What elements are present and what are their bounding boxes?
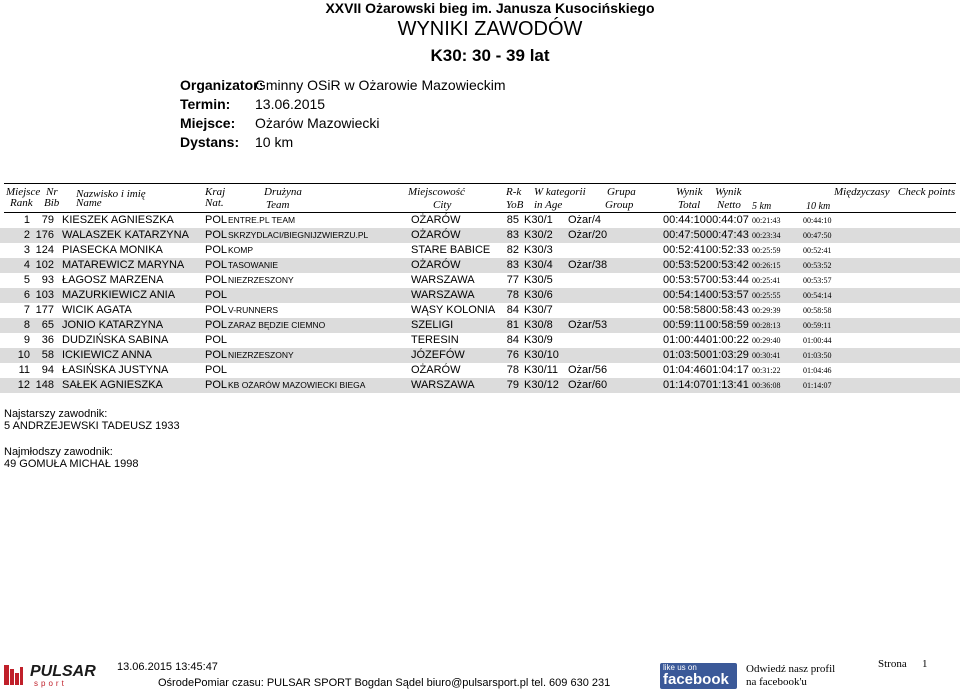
team-cell: KOMP bbox=[228, 245, 254, 255]
col-bib-en: Bib bbox=[44, 197, 60, 209]
name-cell: KIESZEK AGNIESZKA bbox=[62, 214, 174, 226]
col-total-en: Total bbox=[678, 199, 701, 211]
team-cell: KB OŻARÓW MAZOWIECKI BIEGA bbox=[228, 380, 366, 390]
distance-label: Dystans: bbox=[180, 134, 240, 150]
bib-cell: 103 bbox=[35, 289, 54, 301]
netto-time-cell: 00:47:43 bbox=[706, 229, 749, 241]
team-cell: SKRZYDLACI/BIEGNIJZWIERZU.PL bbox=[228, 230, 369, 240]
total-time-cell: 00:53:52 bbox=[663, 259, 706, 271]
city-cell: WARSZAWA bbox=[411, 379, 475, 391]
page-label: Strona bbox=[878, 658, 907, 670]
bib-cell: 148 bbox=[35, 379, 54, 391]
col-team-en: Team bbox=[266, 199, 290, 211]
bib-cell: 124 bbox=[35, 244, 54, 256]
nat-cell: POL bbox=[205, 289, 228, 301]
split-5km-cell: 00:36:08 bbox=[752, 381, 781, 390]
split-10km-cell: 00:44:10 bbox=[803, 216, 832, 225]
team-cell: NIEZRZESZONY bbox=[228, 350, 294, 360]
netto-time-cell: 00:52:33 bbox=[706, 244, 749, 256]
yob-cell: 76 bbox=[506, 349, 519, 361]
split-5km-cell: 00:26:15 bbox=[752, 261, 781, 270]
group-cell: Ożar/60 bbox=[568, 379, 608, 391]
col-checkpoints: Check points bbox=[898, 186, 956, 198]
city-cell: TERESIN bbox=[411, 334, 459, 346]
category-cell: K30/5 bbox=[524, 274, 553, 286]
split-5km-cell: 00:29:39 bbox=[752, 306, 781, 315]
organizer-label: Organizator: bbox=[180, 77, 264, 93]
print-timestamp: 13.06.2015 13:45:47 bbox=[117, 661, 218, 673]
category-cell: K30/8 bbox=[524, 319, 553, 331]
city-cell: WARSZAWA bbox=[411, 289, 475, 301]
col-bib-pl: Nr bbox=[46, 186, 58, 198]
col-rank-en: Rank bbox=[10, 197, 33, 209]
rank-cell: 7 bbox=[23, 304, 30, 316]
team-cell: ENTRE.PL TEAM bbox=[228, 215, 296, 225]
bib-cell: 58 bbox=[41, 349, 54, 361]
yob-cell: 81 bbox=[506, 319, 519, 331]
total-time-cell: 01:14:07 bbox=[663, 379, 706, 391]
category-cell: K30/4 bbox=[524, 259, 553, 271]
name-cell: MATAREWICZ MARYNA bbox=[62, 259, 185, 271]
name-cell: DUDZIŃSKA SABINA bbox=[62, 334, 169, 346]
netto-time-cell: 01:03:29 bbox=[706, 349, 749, 361]
nat-cell: POL bbox=[205, 229, 228, 241]
table-row bbox=[0, 258, 960, 273]
col-name-pl: Nazwisko i imię bbox=[76, 188, 146, 200]
yob-cell: 83 bbox=[506, 259, 519, 271]
col-name-en: Name bbox=[76, 197, 102, 209]
yob-cell: 82 bbox=[506, 244, 519, 256]
split-5km-cell: 00:28:13 bbox=[752, 321, 781, 330]
yob-cell: 78 bbox=[506, 364, 519, 376]
split-5km-cell: 00:25:55 bbox=[752, 291, 781, 300]
table-row bbox=[0, 273, 960, 288]
table-row bbox=[0, 363, 960, 378]
category-cell: K30/9 bbox=[524, 334, 553, 346]
netto-time-cell: 00:53:42 bbox=[706, 259, 749, 271]
total-time-cell: 00:58:58 bbox=[663, 304, 706, 316]
total-time-cell: 01:04:46 bbox=[663, 364, 706, 376]
rank-cell: 10 bbox=[17, 349, 30, 361]
yob-cell: 84 bbox=[506, 334, 519, 346]
total-time-cell: 01:03:50 bbox=[663, 349, 706, 361]
col-total-pl: Wynik bbox=[676, 186, 703, 198]
city-cell: STARE BABICE bbox=[411, 244, 491, 256]
nat-cell: POL bbox=[205, 304, 228, 316]
col-cat-pl: W kategorii bbox=[534, 186, 586, 198]
col-yob-pl: R-k bbox=[506, 186, 522, 198]
oldest-value: 5 ANDRZEJEWSKI TADEUSZ 1933 bbox=[4, 420, 180, 432]
split-5km-cell: 00:30:41 bbox=[752, 351, 781, 360]
table-row bbox=[0, 318, 960, 333]
category-title: K30: 30 - 39 lat bbox=[430, 46, 550, 65]
split-5km-cell: 00:25:59 bbox=[752, 246, 781, 255]
table-row bbox=[0, 333, 960, 348]
col-yob-en: YoB bbox=[506, 199, 524, 211]
place-value: Ożarów Mazowiecki bbox=[255, 115, 380, 131]
name-cell: PIASECKA MONIKA bbox=[62, 244, 163, 256]
facebook-brand-text: facebook bbox=[663, 671, 729, 688]
rank-cell: 4 bbox=[23, 259, 30, 271]
nat-cell: POL bbox=[205, 379, 228, 391]
netto-time-cell: 00:53:44 bbox=[706, 274, 749, 286]
rank-cell: 6 bbox=[23, 289, 30, 301]
team-cell: ZARAZ BĘDZIE CIEMNO bbox=[228, 320, 326, 330]
col-nat-pl: Kraj bbox=[205, 186, 226, 198]
bib-cell: 176 bbox=[35, 229, 54, 241]
category-cell: K30/6 bbox=[524, 289, 553, 301]
category-cell: K30/1 bbox=[524, 214, 553, 226]
nat-cell: POL bbox=[205, 214, 228, 226]
table-row bbox=[0, 288, 960, 303]
table-row bbox=[0, 303, 960, 318]
team-cell: V-RUNNERS bbox=[228, 305, 279, 315]
category-cell: K30/2 bbox=[524, 229, 553, 241]
distance-value: 10 km bbox=[255, 134, 294, 150]
yob-cell: 77 bbox=[506, 274, 519, 286]
netto-time-cell: 01:00:22 bbox=[706, 334, 749, 346]
category-cell: K30/7 bbox=[524, 304, 553, 316]
city-cell: SZELIGI bbox=[411, 319, 454, 331]
name-cell: ŁAGOSZ MARZENA bbox=[62, 274, 164, 286]
split-5km-cell: 00:29:40 bbox=[752, 336, 781, 345]
youngest-label: Najmłodszy zawodnik: bbox=[4, 446, 113, 458]
table-row bbox=[0, 213, 960, 228]
rank-cell: 3 bbox=[23, 244, 30, 256]
col-city-en: City bbox=[433, 199, 452, 211]
event-title: XXVII Ożarowski bieg im. Janusza Kusocińskiego bbox=[325, 0, 655, 16]
pulsar-logo-text: PULSAR bbox=[30, 663, 96, 680]
youngest-value: 49 GOMUŁA MICHAŁ 1998 bbox=[4, 458, 139, 470]
total-time-cell: 00:53:57 bbox=[663, 274, 706, 286]
total-time-cell: 00:44:10 bbox=[663, 214, 706, 226]
pulsar-logo bbox=[4, 663, 104, 687]
team-cell: TASOWANIE bbox=[228, 260, 279, 270]
rank-cell: 9 bbox=[23, 334, 30, 346]
name-cell: WICIK AGATA bbox=[62, 304, 132, 316]
total-time-cell: 00:59:11 bbox=[663, 319, 706, 331]
table-row bbox=[0, 378, 960, 393]
rank-cell: 12 bbox=[17, 379, 30, 391]
bib-cell: 93 bbox=[41, 274, 54, 286]
col-netto-pl: Wynik bbox=[715, 186, 742, 198]
col-team-pl: Drużyna bbox=[264, 186, 302, 198]
bib-cell: 36 bbox=[41, 334, 54, 346]
col-city-pl: Miejscowość bbox=[408, 186, 465, 198]
table-row bbox=[0, 348, 960, 363]
facebook-like-text: like us on bbox=[663, 663, 697, 672]
col-netto-en: Netto bbox=[717, 199, 741, 211]
city-cell: JÓZEFÓW bbox=[411, 349, 465, 361]
total-time-cell: 00:54:14 bbox=[663, 289, 706, 301]
split-10km-cell: 01:03:50 bbox=[803, 351, 832, 360]
split-5km-cell: 00:25:41 bbox=[752, 276, 781, 285]
split-10km-cell: 00:53:52 bbox=[803, 261, 832, 270]
bib-cell: 102 bbox=[35, 259, 54, 271]
netto-time-cell: 01:13:41 bbox=[706, 379, 749, 391]
total-time-cell: 00:52:41 bbox=[663, 244, 706, 256]
split-10km-cell: 00:47:50 bbox=[803, 231, 832, 240]
col-rank-pl: Miejsce bbox=[6, 186, 41, 198]
yob-cell: 84 bbox=[506, 304, 519, 316]
nat-cell: POL bbox=[205, 244, 228, 256]
yob-cell: 83 bbox=[506, 229, 519, 241]
group-cell: Ożar/4 bbox=[568, 214, 602, 226]
page-number: 1 bbox=[922, 658, 928, 670]
nat-cell: POL bbox=[205, 334, 228, 346]
results-title: WYNIKI ZAWODÓW bbox=[397, 18, 583, 40]
name-cell: JONIO KATARZYNA bbox=[62, 319, 164, 331]
split-10km-cell: 00:52:41 bbox=[803, 246, 832, 255]
city-cell: WARSZAWA bbox=[411, 274, 475, 286]
table-row bbox=[0, 228, 960, 243]
split-10km-cell: 00:58:58 bbox=[803, 306, 832, 315]
name-cell: MAZURKIEWICZ ANIA bbox=[62, 289, 176, 301]
col-split-10km: 10 km bbox=[806, 201, 831, 212]
group-cell: Ożar/20 bbox=[568, 229, 608, 241]
city-cell: OŻARÓW bbox=[411, 229, 461, 241]
netto-time-cell: 01:04:17 bbox=[706, 364, 749, 376]
date-label: Termin: bbox=[180, 96, 231, 112]
group-cell: Ożar/38 bbox=[568, 259, 608, 271]
netto-time-cell: 00:53:57 bbox=[706, 289, 749, 301]
name-cell: SAŁEK AGNIESZKA bbox=[62, 379, 163, 391]
split-5km-cell: 00:31:22 bbox=[752, 366, 781, 375]
yob-cell: 85 bbox=[506, 214, 519, 226]
rank-cell: 5 bbox=[23, 274, 30, 286]
split-5km-cell: 00:21:43 bbox=[752, 216, 781, 225]
col-cat-en: in Age bbox=[534, 199, 563, 211]
col-group-pl: Grupa bbox=[607, 186, 636, 198]
city-cell: OŻARÓW bbox=[411, 259, 461, 271]
category-cell: K30/11 bbox=[524, 364, 559, 376]
timing-credits: OśrodePomiar czasu: PULSAR SPORT Bogdan Sądel biuro@pulsarsport.pl tel. 609 630 231 bbox=[158, 677, 611, 689]
split-10km-cell: 00:54:14 bbox=[803, 291, 832, 300]
rank-cell: 2 bbox=[23, 229, 30, 241]
split-10km-cell: 01:14:07 bbox=[803, 381, 832, 390]
city-cell: WĄSY KOLONIA bbox=[411, 304, 496, 316]
split-10km-cell: 01:00:44 bbox=[803, 336, 832, 345]
nat-cell: POL bbox=[205, 259, 228, 271]
col-nat-en: Nat. bbox=[205, 197, 224, 209]
bib-cell: 65 bbox=[41, 319, 54, 331]
split-10km-cell: 00:59:11 bbox=[803, 321, 832, 330]
rank-cell: 11 bbox=[18, 364, 30, 376]
name-cell: ICKIEWICZ ANNA bbox=[62, 349, 152, 361]
oldest-label: Najstarszy zawodnik: bbox=[4, 408, 108, 420]
netto-time-cell: 00:58:43 bbox=[706, 304, 749, 316]
facebook-visit-line2: na facebook'u bbox=[746, 676, 807, 688]
col-splits: Międzyczasy bbox=[834, 186, 890, 198]
netto-time-cell: 00:44:07 bbox=[706, 214, 749, 226]
group-cell: Ożar/56 bbox=[568, 364, 608, 376]
col-group-en: Group bbox=[605, 199, 634, 211]
city-cell: OŻARÓW bbox=[411, 214, 461, 226]
nat-cell: POL bbox=[205, 349, 228, 361]
yob-cell: 79 bbox=[506, 379, 519, 391]
pulsar-logo-sub: sport bbox=[34, 679, 67, 688]
header-top-rule bbox=[4, 183, 956, 184]
organizer-value: Gminny OSiR w Ożarowie Mazowieckim bbox=[255, 77, 506, 93]
total-time-cell: 00:47:50 bbox=[663, 229, 706, 241]
nat-cell: POL bbox=[205, 319, 228, 331]
split-10km-cell: 01:04:46 bbox=[803, 366, 832, 375]
category-cell: K30/10 bbox=[524, 349, 559, 361]
rank-cell: 8 bbox=[23, 319, 30, 331]
col-split-5km: 5 km bbox=[752, 201, 772, 212]
nat-cell: POL bbox=[205, 274, 228, 286]
nat-cell: POL bbox=[205, 364, 228, 376]
facebook-visit-line1: Odwiedź nasz profil bbox=[746, 663, 836, 675]
name-cell: ŁASIŃSKA JUSTYNA bbox=[62, 364, 169, 376]
city-cell: OŻARÓW bbox=[411, 364, 461, 376]
category-cell: K30/12 bbox=[524, 379, 559, 391]
bib-cell: 94 bbox=[41, 364, 54, 376]
table-row bbox=[0, 243, 960, 258]
category-cell: K30/3 bbox=[524, 244, 553, 256]
total-time-cell: 01:00:44 bbox=[663, 334, 706, 346]
split-10km-cell: 00:53:57 bbox=[803, 276, 832, 285]
date-value: 13.06.2015 bbox=[255, 96, 326, 112]
netto-time-cell: 00:58:59 bbox=[706, 319, 749, 331]
split-5km-cell: 00:23:34 bbox=[752, 231, 781, 240]
place-label: Miejsce: bbox=[180, 115, 236, 131]
bib-cell: 79 bbox=[41, 214, 54, 226]
group-cell: Ożar/53 bbox=[568, 319, 608, 331]
yob-cell: 78 bbox=[506, 289, 519, 301]
rank-cell: 1 bbox=[23, 214, 30, 226]
name-cell: WALASZEK KATARZYNA bbox=[62, 229, 189, 241]
bib-cell: 177 bbox=[35, 304, 54, 316]
team-cell: NIEZRZESZONY bbox=[228, 275, 294, 285]
